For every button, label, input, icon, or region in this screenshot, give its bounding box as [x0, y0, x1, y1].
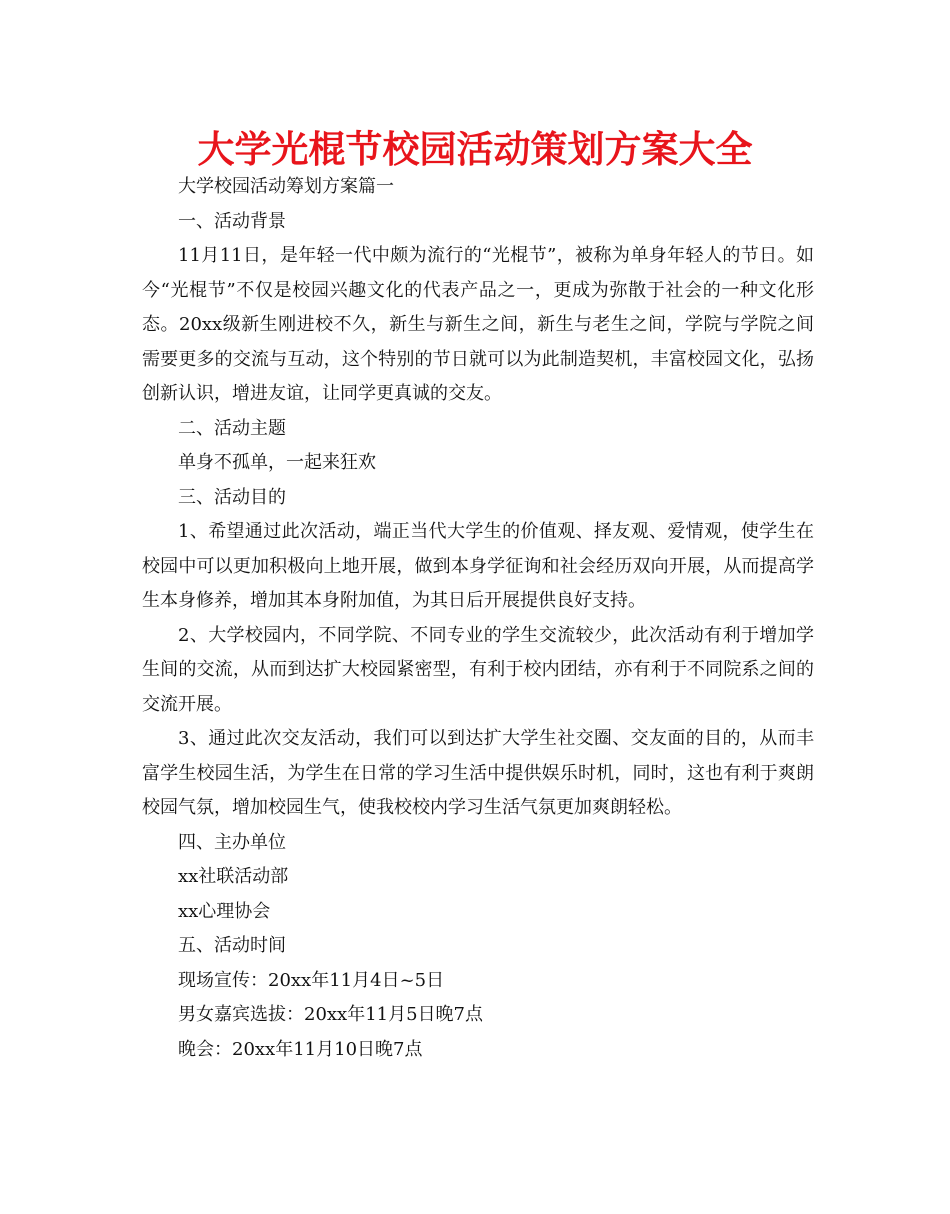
section-subtitle: 大学校园活动筹划方案篇一 [178, 176, 394, 197]
paragraph-purpose-3: 3、通过此次交友活动，我们可以到达扩大学生社交圈、交友面的目的，从而丰富学生校园生活，为学生在日常的学习生活中提供娱乐时机，同时，这也有利于爽朗校园气氛，增加校园生气，使我校校内学习生活气氛更加爽朗轻松。 [142, 728, 814, 818]
section-heading-time: 五、活动时间 [178, 935, 286, 956]
organizer-item: xx心理协会 [178, 900, 271, 922]
paragraph-background: 11月11日，是年轻一代中颇为流行的“光棍节”，被称为单身年轻人的节日。如今“光棍节”不仅是校园兴趣文化的代表产品之一，更成为弥散于社会的一种文化形态。20xx级新生刚进校不久，新生与新生之间，新生与老生之间，学院与学院之间需要更多的交流与互动，这个特别的节日就可以为此制造契机，丰富校园文化，弘扬创新认识，增进友谊，让同学更真诚的交友。 [142, 245, 814, 404]
paragraph-purpose-2: 2、大学校园内，不同学院、不同专业的学生交流较少，此次活动有利于增加学生间的交流，从而到达扩大校园紧密型，有利于校内团结，亦有利于不同院系之间的交流开展。 [142, 624, 814, 715]
section-heading-theme: 二、活动主题 [178, 417, 286, 439]
organizer-item: xx社联活动部 [178, 866, 289, 887]
document-body [142, 170, 814, 1067]
section-heading-organizer: 四、主办单位 [178, 831, 286, 853]
schedule-item: 现场宣传：20xx年11月4日~5日 [178, 969, 445, 991]
section-heading-purpose: 三、活动目的 [178, 486, 286, 508]
document-title: 大学光棍节校园活动策划方案大全 [197, 128, 753, 171]
schedule-item: 男女嘉宾选拔：20xx年11月5日晚7点 [178, 1004, 484, 1025]
schedule-item: 晚会：20xx年11月10日晚7点 [178, 1038, 423, 1060]
section-heading-background: 一、活动背景 [178, 210, 286, 232]
paragraph-purpose-1: 1、希望通过此次活动，端正当代大学生的价值观、择友观、爱情观，使学生在校园中可以更加积极向上地开展，做到本身学征询和社会经历双向开展，从而提高学生本身修养，增加其本身附加值，为其日后开展提供良好支持。 [142, 521, 814, 611]
paragraph-theme: 单身不孤单，一起来狂欢 [178, 452, 376, 473]
